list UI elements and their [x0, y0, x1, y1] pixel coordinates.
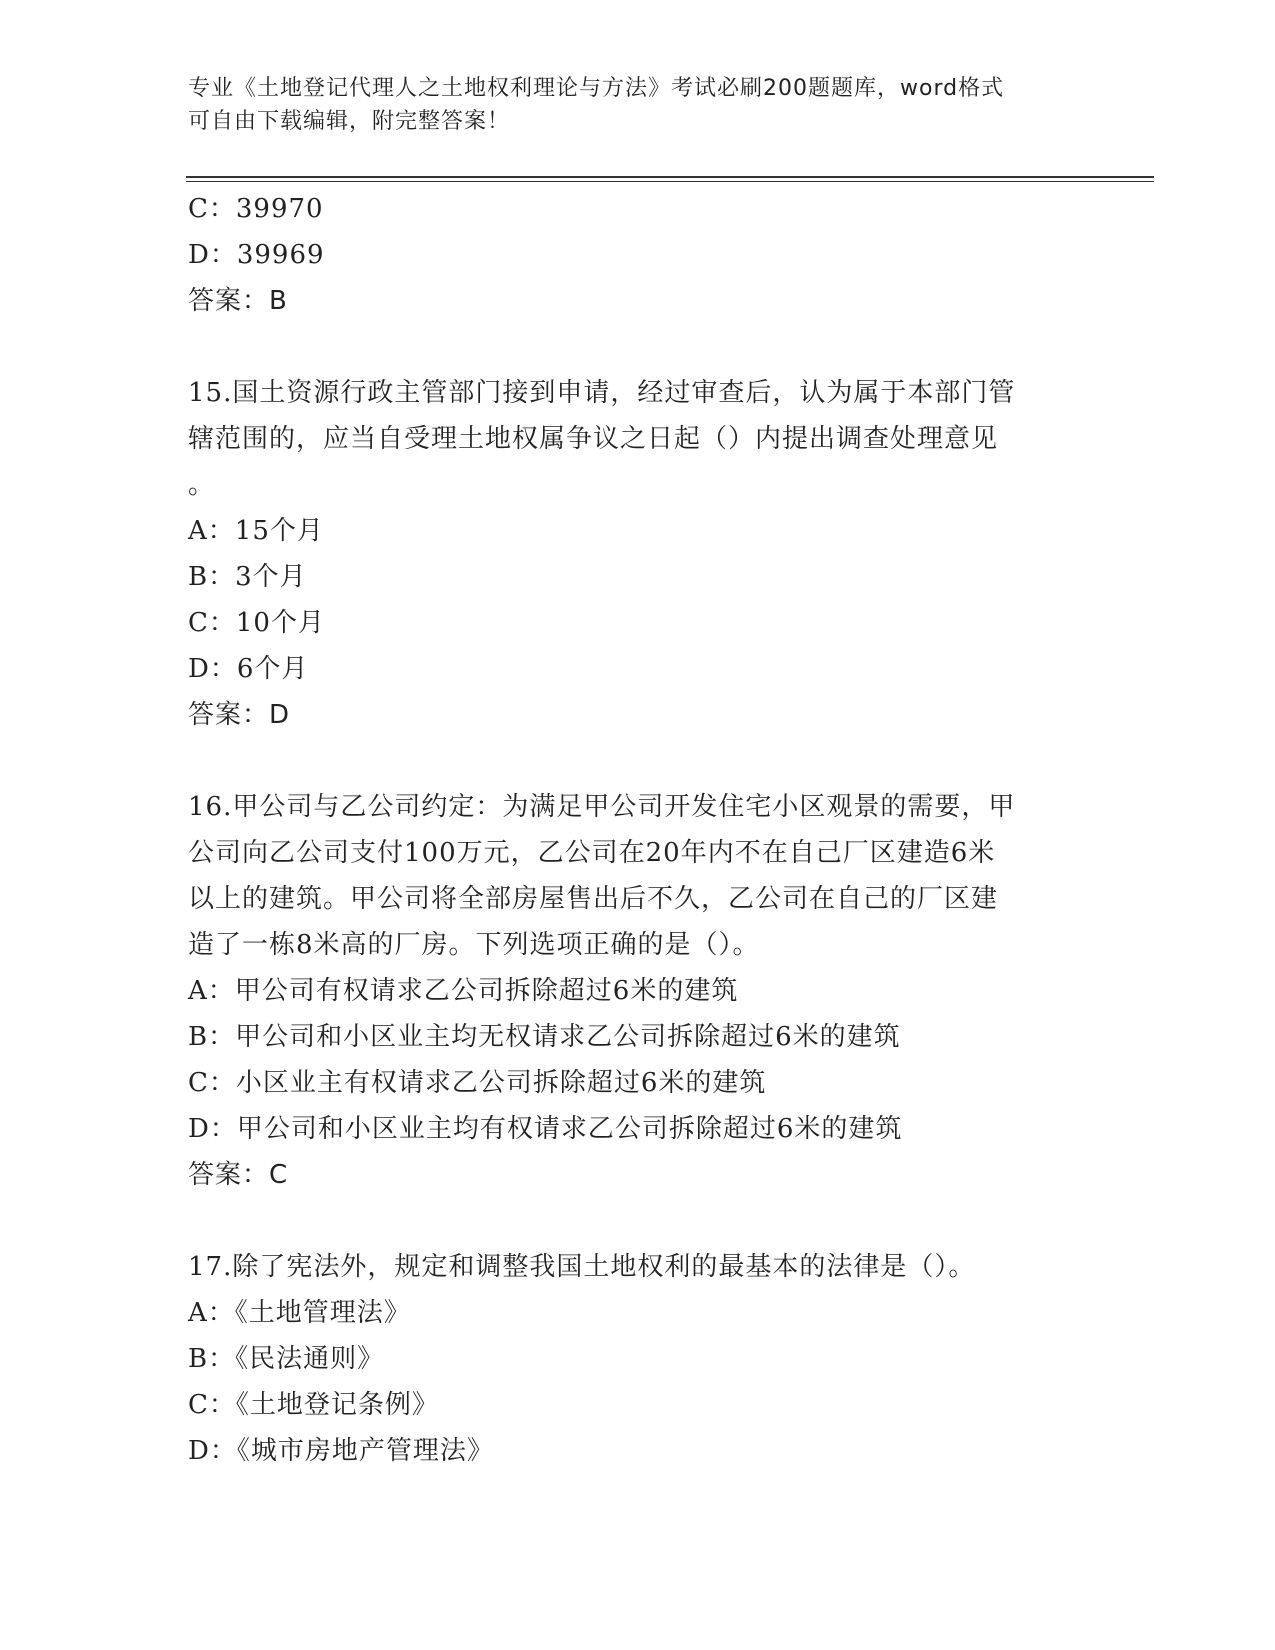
question-stem-line: 。	[188, 470, 216, 500]
option-b: B：《民法通则》	[188, 1344, 385, 1374]
option-c: C：10个月	[188, 608, 325, 638]
option-a: A：甲公司有权请求乙公司拆除超过6米的建筑	[188, 976, 739, 1006]
question-stem-line: 15.国土资源行政主管部门接到申请，经过审查后，认为属于本部门管	[188, 378, 1016, 408]
header-title-line-2: 可自由下载编辑，附完整答案！	[188, 109, 511, 134]
option-b: B：甲公司和小区业主均无权请求乙公司拆除超过6米的建筑	[188, 1022, 901, 1052]
header-title-line-1: 专业《土地登记代理人之土地权利理论与方法》考试必刷200题题库，word格式	[188, 76, 1005, 101]
answer-line: 答案：D	[188, 700, 291, 730]
document-body	[188, 186, 1088, 1474]
document-header	[188, 72, 1088, 138]
option-d: D：《城市房地产管理法》	[188, 1436, 494, 1466]
question-stem-line: 辖范围的，应当自受理土地权属争议之日起（）内提出调查处理意见	[188, 424, 999, 454]
spacer	[188, 324, 1088, 370]
question-stem-line: 17.除了宪法外，规定和调整我国土地权利的最基本的法律是（）。	[188, 1252, 976, 1282]
question-15	[188, 370, 1088, 738]
option-b: B：3个月	[188, 562, 307, 592]
option-d: D：甲公司和小区业主均有权请求乙公司拆除超过6米的建筑	[188, 1114, 903, 1144]
question-16	[188, 784, 1088, 1198]
answer-line: 答案：B	[188, 286, 288, 316]
question-stem-line: 以上的建筑。甲公司将全部房屋售出后不久，乙公司在自己的厂区建	[188, 884, 999, 914]
option-a: A：《土地管理法》	[188, 1298, 411, 1328]
option-d: D：6个月	[188, 654, 309, 684]
header-rule-thick	[186, 176, 1154, 178]
answer-line: 答案：C	[188, 1160, 289, 1190]
question-stem-line: 公司向乙公司支付100万元，乙公司在20年内不在自己厂区建造6米	[188, 838, 996, 868]
spacer	[188, 1198, 1088, 1244]
question-14-tail	[188, 186, 1088, 324]
spacer	[188, 738, 1088, 784]
option-c: C：《土地登记条例》	[188, 1390, 439, 1420]
question-stem-line: 16.甲公司与乙公司约定：为满足甲公司开发住宅小区观景的需要，甲	[188, 792, 1016, 822]
option-c: C：小区业主有权请求乙公司拆除超过6米的建筑	[188, 1068, 767, 1098]
option-d: D：39969	[188, 240, 325, 270]
header-rule-thin	[186, 181, 1154, 182]
question-stem-line: 造了一栋8米高的厂房。下列选项正确的是（）。	[188, 930, 760, 960]
question-17	[188, 1244, 1088, 1474]
option-c: C：39970	[188, 194, 324, 224]
option-a: A：15个月	[188, 516, 324, 546]
